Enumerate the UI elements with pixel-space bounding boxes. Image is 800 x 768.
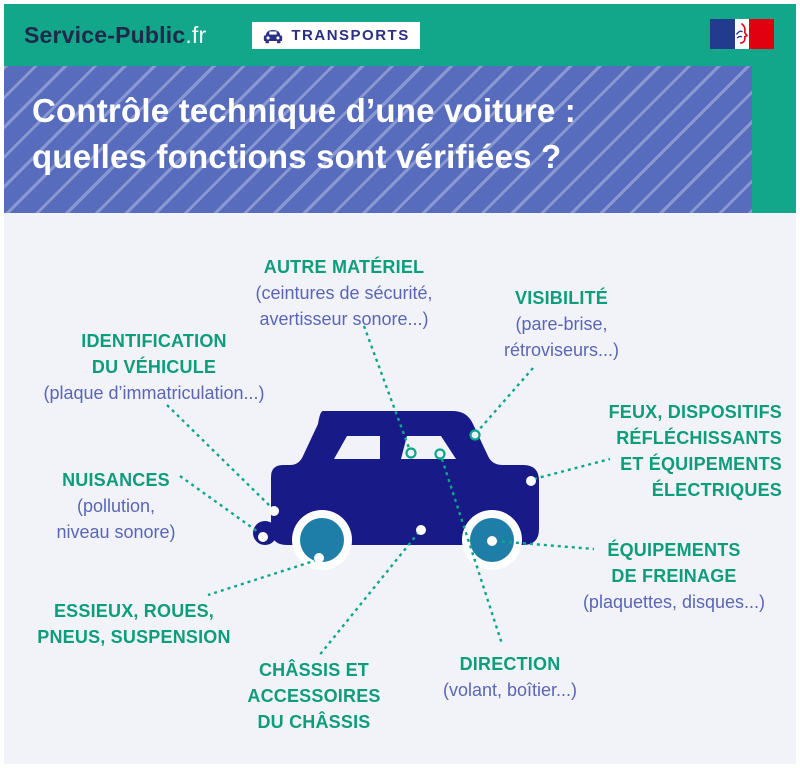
callout-nuisances-title: NUISANCES: [62, 470, 170, 490]
callout-feux-title4: ÉLECTRIQUES: [651, 480, 782, 500]
transports-badge[interactable]: [252, 22, 419, 49]
line-visibilite: [478, 368, 533, 431]
callout-direction-title: DIRECTION: [459, 654, 561, 674]
diagram-area: [4, 213, 796, 764]
callout-freinage-title1: ÉQUIPEMENTS: [607, 540, 741, 560]
callout-visibilite-sub2: rétroviseurs...): [503, 340, 620, 360]
callout-identification-sub1: (plaque d’immatriculation...): [43, 383, 265, 403]
callout-direction-sub1: (volant, boîtier...): [442, 680, 578, 700]
title-banner: [4, 66, 752, 213]
brand-logo[interactable]: [24, 22, 206, 49]
anchor-seatbelt-ring: [407, 449, 416, 458]
anchor-visibility-ring: [471, 431, 480, 440]
callout-nuisances-sub1: (pollution,: [76, 496, 156, 516]
header-zone: [4, 4, 796, 213]
car-front-icon: [262, 27, 284, 44]
callout-autre-materiel-title: AUTRE MATÉRIEL: [263, 257, 425, 277]
callout-identification-title2: DU VÉHICULE: [91, 357, 217, 377]
anchor-rear-wheel: [487, 536, 497, 546]
callout-freinage-sub1: (plaquettes, disques...): [582, 592, 766, 612]
callout-direction: [416, 651, 604, 703]
line-essieux: [208, 560, 317, 595]
callout-feux-title2: RÉFLÉCHISSANTS: [616, 428, 782, 448]
callout-autre-materiel-sub1: (ceintures de sécurité,: [255, 283, 433, 303]
brand-name: Service-Public: [24, 21, 186, 48]
brand-tld: .fr: [185, 21, 207, 48]
callout-visibilite: [474, 285, 649, 363]
callout-feux-title1: FEUX, DISPOSITIFS: [608, 402, 782, 422]
page-title-line2: quelles fonctions sont vérifiées ?: [32, 138, 562, 175]
callout-feux: [582, 399, 782, 503]
callout-freinage: [559, 537, 789, 615]
french-government-logo: [710, 19, 774, 49]
anchor-front-bumper: [258, 532, 268, 542]
callout-essieux-title1: ESSIEUX, ROUES,: [53, 601, 215, 621]
callout-nuisances-sub2: niveau sonore): [56, 522, 176, 542]
callout-essieux-title2: PNEUS, SUSPENSION: [37, 627, 231, 647]
transports-badge-label: TRANSPORTS: [291, 26, 410, 44]
anchor-steering-ring: [436, 450, 445, 459]
anchor-rear-light: [526, 476, 536, 486]
callout-essieux: [32, 598, 236, 650]
callout-chassis-title2: ACCESSOIRES: [247, 686, 381, 706]
anchor-chassis: [416, 525, 426, 535]
callout-chassis: [232, 657, 396, 735]
callout-visibilite-title: VISIBILITÉ: [514, 288, 608, 308]
callout-autre-materiel: [232, 254, 456, 332]
page-title-line1: Contrôle technique d’une voiture :: [32, 92, 576, 129]
anchor-front-plate: [269, 506, 279, 516]
callout-identification-title1: IDENTIFICATION: [81, 331, 227, 351]
car-illustration: [253, 411, 539, 570]
callout-freinage-title2: DE FREINAGE: [611, 566, 737, 586]
page-title: [4, 66, 752, 180]
top-bar: [4, 4, 796, 66]
anchor-front-wheel: [314, 553, 324, 563]
callout-visibilite-sub1: (pare-brise,: [515, 314, 608, 334]
callout-chassis-title1: CHÂSSIS ET: [258, 660, 370, 680]
callout-autre-materiel-sub2: avertisseur sonore...): [259, 309, 429, 329]
callout-feux-title3: ET ÉQUIPEMENTS: [620, 454, 782, 474]
callout-chassis-title3: DU CHÂSSIS: [257, 712, 371, 732]
callout-identification: [22, 328, 286, 406]
callout-nuisances: [26, 467, 206, 545]
